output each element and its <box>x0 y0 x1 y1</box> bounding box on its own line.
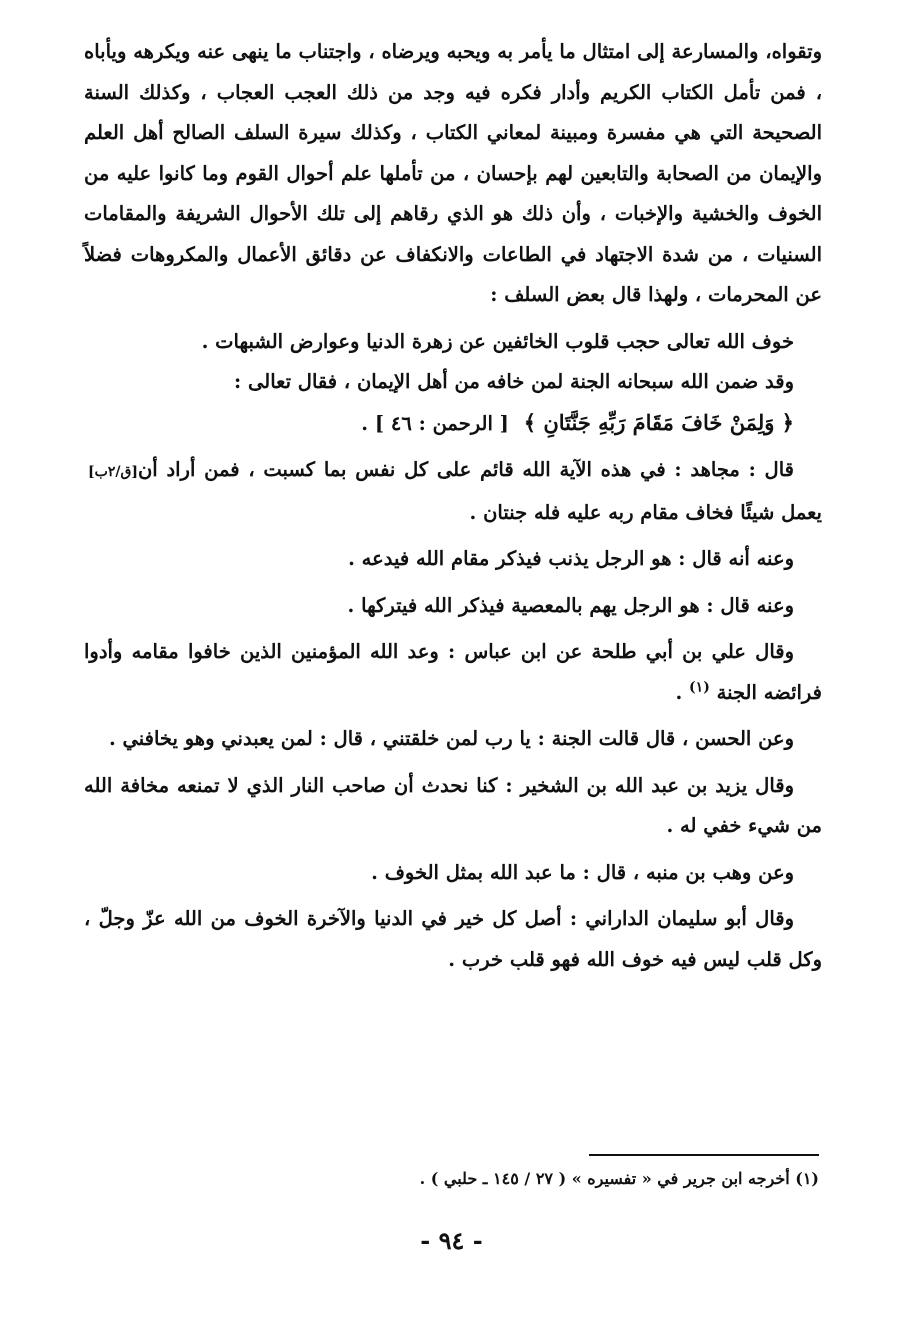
manuscript-marker: [ق/٢ب] <box>88 464 138 480</box>
ayah-reference: [ الرحمن : ٤٦ ] . <box>361 411 509 435</box>
ayah-quote: ﴿ وَلِمَنْ خَافَ مَقَامَ رَبِّهِ جَنَّتَانِ ﴾ <box>523 409 794 435</box>
footnote: (١) أخرجه ابن جرير في « تفسيره » ( ٢٧ / ١٤٥ ـ حلبي ) . <box>419 1169 819 1188</box>
ibn-abbas-text: وقال علي بن أبي طلحة عن ابن عباس : وعد الله المؤمنين الذين خافوا مقامه وأدوا فرائضه الجنة <box>84 640 822 704</box>
mujahid-text: قال : مجاهد : في هذه الآية الله قائم على كل نفس بما كسبت ، فمن أراد أن <box>137 458 794 481</box>
ibn-abbas-end: . <box>675 680 683 704</box>
page-number: - ٩٤ - <box>420 1226 483 1255</box>
paragraph-yazid: وقال يزيد بن عبد الله بن الشخير : كنا نحدث أن صاحب النار الذي لا تمنعه مخافة الله من شيء خفي له . <box>84 773 822 837</box>
paragraph-hasan: وعن الحسن ، قال قالت الجنة : يا رب لمن خلقتني ، قال : لمن يعبدني وهو يخافني . <box>108 727 794 750</box>
paragraph-ibn-abbas <box>84 632 822 713</box>
ayah-intro: وقد ضمن الله سبحانه الجنة لمن خافه من أهل الإيمان ، فقال تعالى : <box>234 370 794 393</box>
paragraph-anhu-2: وعنه قال : هو الرجل يهم بالمعصية فيذكر الله فيتركها . <box>347 593 794 617</box>
footnote-separator <box>589 1154 819 1156</box>
footnote-reference: (١) <box>689 679 710 695</box>
mujahid-text-cont: يعمل شيئًا فخاف مقام ربه عليه فله جنتان . <box>469 500 822 524</box>
paragraph-darani: وقال أبو سليمان الداراني : أصل كل خير في الدنيا والآخرة الخوف من الله عزّ وجلّ ، وكل قلب ليس فيه خوف الله فهو قلب خرب . <box>84 907 822 971</box>
paragraph-mujahid <box>84 450 822 533</box>
page-body <box>84 32 822 980</box>
paragraph-intro: وتقواه، والمسارعة إلى امتثال ما يأمر به ويحبه ويرضاه ، واجتناب ما ينهى عنه ويكرهه ويأباه ، فمن تأمل الكتاب الكريم وأدار فكره فيه وجد من ذلك العجب العجاب ، وكذلك السنة الصحيحة التي هي مفسرة ومبينة لمعاني الكتاب ، وكذلك سيرة السلف الصالح أهل العلم والإيمان من الصحابة والتابعين لهم بإحسان ، من تأملها علم أحوال القوم وما كانوا عليه من الخوف والخشية والإخبات ، وأن ذلك هو الذي رقاهم إلى تلك الأحوال الشريفة والمقامات السنيات ، من شدة الاجتهاد في الطاعات والانكفاف عن دقائق الأعمال والمكروهات فضلاً عن المحرمات ، ولهذا قال بعض السلف : <box>84 40 822 306</box>
paragraph-wahb: وعن وهب بن منبه ، قال : ما عبد الله بمثل الخوف . <box>371 860 794 884</box>
paragraph-anhu-1: وعنه أنه قال : هو الرجل يذنب فيذكر مقام الله فيدعه . <box>348 547 794 570</box>
salaf-quote: خوف الله تعالى حجب قلوب الخائفين عن زهرة الدنيا وعوارض الشبهات . <box>201 329 794 353</box>
ayah-line <box>84 403 822 445</box>
